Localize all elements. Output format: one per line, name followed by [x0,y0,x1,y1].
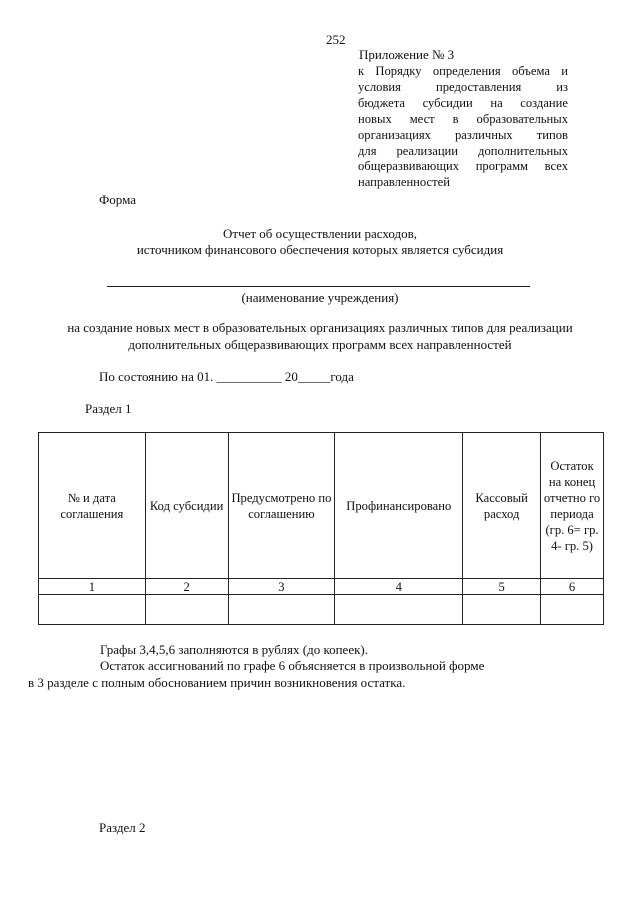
note-line-1: Графы 3,4,5,6 заполняются в рублях (до копеек). [100,642,368,657]
header-cell: Предусмотрено по соглашению [228,433,335,579]
column-number-row [39,579,604,595]
table-row [39,595,604,625]
header-cell: Код субсидии [145,433,228,579]
table-header-row [39,433,604,579]
appendix-line: организациях различных типов [358,127,568,142]
section-1-title: Раздел 1 [85,401,132,416]
empty-cell[interactable] [335,595,463,625]
column-number: 3 [228,579,335,595]
appendix-description [358,64,568,191]
column-number: 6 [541,579,604,595]
column-number: 1 [39,579,146,595]
note-line-3: в 3 разделе с полным обоснованием причин возникновения остатка. [28,675,406,690]
appendix-line: направленностей [358,175,450,190]
appendix-line: бюджета субсидии на создание [358,95,568,110]
as-of-date: По состоянию на 01. __________ 20_____года [99,369,354,384]
institution-name-line[interactable] [107,286,530,287]
institution-name-caption: (наименование учреждения) [241,290,399,305]
column-number: 2 [145,579,228,595]
purpose-line-2: дополнительных общеразвивающих программ всех направленностей [128,337,512,352]
purpose-line-1: на создание новых мест в образовательных организациях различных типов для реализации [67,320,573,335]
empty-cell[interactable] [39,595,146,625]
appendix-title: Приложение № 3 [359,47,455,62]
empty-cell[interactable] [541,595,604,625]
header-cell: Профинансировано [335,433,463,579]
header-cell: Кассовый расход [463,433,541,579]
empty-cell[interactable] [463,595,541,625]
report-title-line-1: Отчет об осуществлении расходов, [223,226,417,241]
empty-cell[interactable] [145,595,228,625]
header-cell: № и дата соглашения [39,433,146,579]
report-table [38,432,604,625]
page-number: 252 [326,32,346,47]
section-2-title: Раздел 2 [99,820,146,835]
appendix-line: новых мест в образовательных [358,111,568,126]
appendix-line: условия предоставления из [358,79,568,94]
form-label: Форма [99,192,136,207]
column-number: 4 [335,579,463,595]
header-cell: Остаток на конец отчетно го периода (гр. 6= гр. 4- гр. 5) [541,433,604,579]
empty-cell[interactable] [228,595,335,625]
note-line-2: Остаток ассигнований по графе 6 объясняется в произвольной форме [100,658,485,673]
column-number: 5 [463,579,541,595]
appendix-line: к Порядку определения объема и [358,64,568,78]
report-title-line-2: источником финансового обеспечения которых является субсидия [136,242,504,257]
appendix-line: для реализации дополнительных [358,143,568,158]
appendix-line: общеразвивающих программ всех [358,159,568,174]
